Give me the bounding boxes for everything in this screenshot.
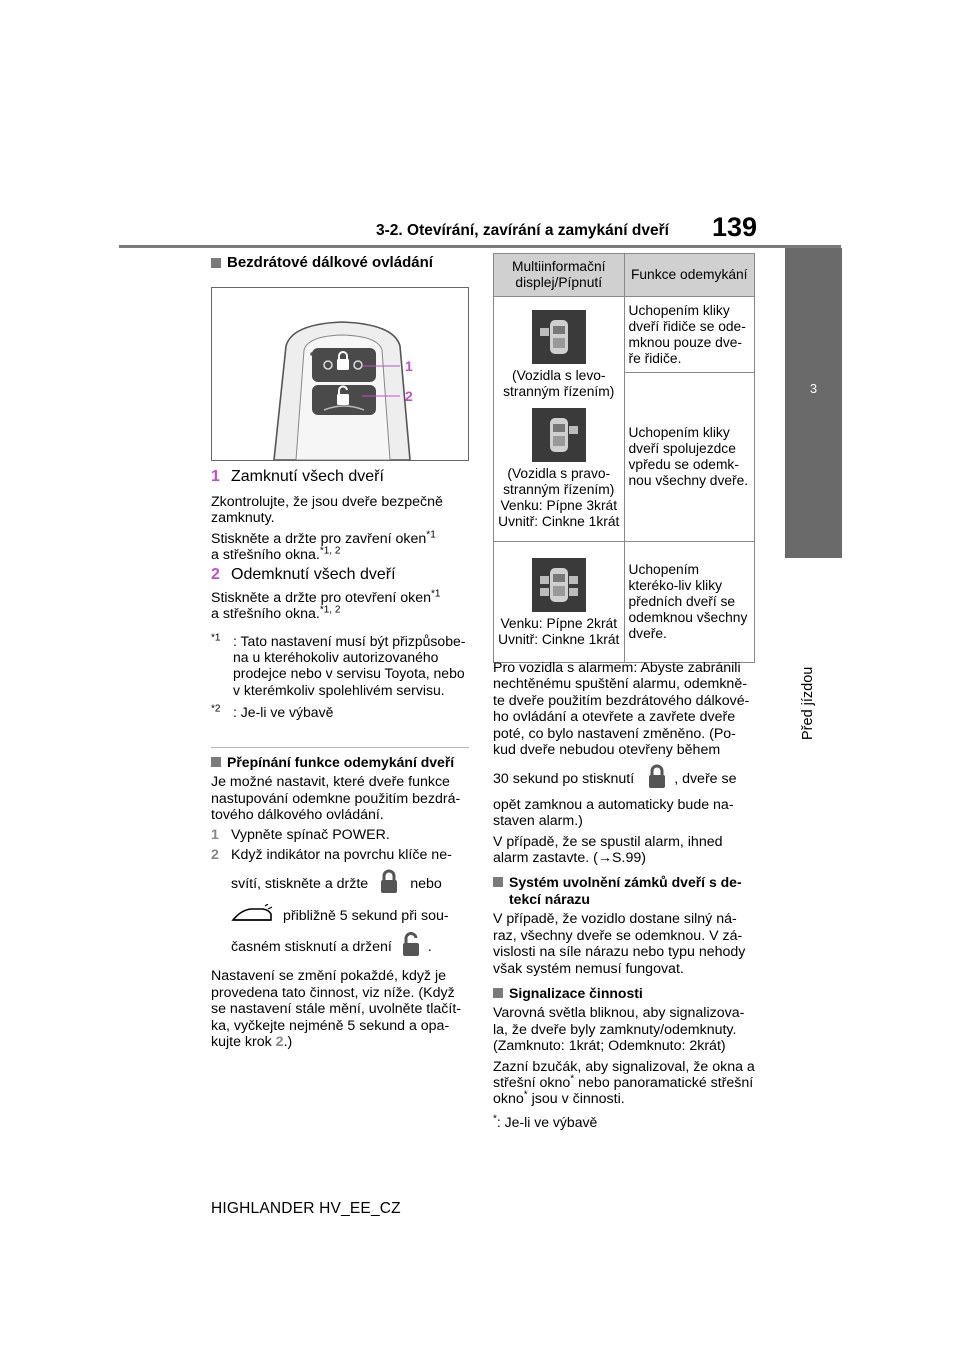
- signal-text-b: nebo panoramatické střešní okno: [493, 1074, 754, 1108]
- closing-text-a: Nastavení se změní pokaždé, když je provedena tato činnost, viz níže. (Když se nastavení stále mění, uvolněte tlačít-ka, vyčkejte nejméně 5 sekund a opa-kujte krok: [211, 968, 461, 1050]
- section-heading-text: Bezdrátové dálkové ovládání: [227, 254, 433, 271]
- square-bullet-icon: [493, 988, 503, 998]
- sub-step-2-line-1: Když indikátor na povrchu klíče ne-: [231, 846, 452, 863]
- sub-step-2-line-2: [211, 869, 469, 899]
- section-title: 3-2. Otevírání, zavírání a zamykání dveří: [376, 222, 669, 239]
- left-column: [211, 255, 469, 1054]
- page-number: 139: [712, 212, 758, 242]
- footnote-1-text: : Tato nastavení musí být přizpůsobe-na u kteréhokoliv autorizovaného prodejce nebo v servisu Toyota, nebo v kterémkoliv spolehlivém servisu.: [233, 632, 466, 698]
- table-cell-function-2: Uchopením kliky dveří spolujezdce vpředu se odemk-nou všechny dveře.: [624, 373, 755, 542]
- sub-step-2-line-4-text: časném stisknutí a držení: [231, 938, 392, 955]
- sub-step-1-text: Vypněte spínač POWER.: [231, 827, 390, 844]
- sub-step-2-line-2b: nebo: [410, 876, 442, 893]
- step-1-text-2: [211, 528, 469, 564]
- closing-step-ref: 2: [275, 1033, 284, 1050]
- right-column: [493, 660, 755, 1130]
- sub-heading: [211, 754, 469, 770]
- footnote-1-key: *1: [211, 632, 221, 643]
- alarm-paragraph-end: opět zamknou a automaticky bude na-staven alarm.): [493, 796, 734, 830]
- table-cell-display-1: [494, 297, 625, 542]
- impact-heading: [493, 874, 755, 907]
- callout-1: 1: [405, 358, 413, 375]
- key-fob-illustration: [212, 288, 468, 460]
- step-2-number: 2: [211, 566, 220, 584]
- car-door-icon: [231, 904, 273, 928]
- alarm-paragraph: Pro vozidla s alarmem: Abyste zabránili nechtěnému spuštění alarmu, odemkně-te dveře použitím bezdrátového dálkové-ho ovládání a otevřete a zavřete dveře poté, co bylo nastavení změněno. (Po-kud dveře nebudou otevřeny během: [493, 660, 750, 759]
- footnote-ref: *: [523, 1089, 528, 1101]
- table-header-display: Multiinformační displej/Pípnutí: [494, 254, 625, 297]
- signal-paragraph-2: [493, 1059, 755, 1108]
- table-cell-inside-1b: Uvnitř: Cinkne 1krát: [498, 632, 620, 647]
- sub-step-2-line-3: [211, 904, 469, 928]
- header-rule: [119, 245, 841, 248]
- section-heading: [211, 255, 469, 271]
- table-cell-rhd-label: (Vozidla s pravo-stranným řízením): [503, 466, 615, 497]
- sub-step-2-line-4-end: .: [427, 938, 432, 955]
- chapter-label-text: Před jízdou: [800, 666, 816, 740]
- sub-heading-text: Přepínání funkce odemykání dveří: [227, 753, 455, 770]
- sub-step-2-line-3-text: přibližně 5 sekund při sou-: [283, 907, 449, 924]
- sub-step-2-line-4: [211, 932, 469, 962]
- closing-paragraph: [211, 968, 469, 1050]
- step-2-text-b: a střešního okna.: [211, 606, 320, 623]
- table-cell-inside-1: Uvnitř: Cinkne 1krát: [498, 514, 620, 529]
- chapter-number: 3: [809, 381, 818, 396]
- sub-step-2-number: 2: [211, 846, 219, 863]
- footnote-2-text: : Je-li ve výbavě: [233, 704, 334, 721]
- footnote-1: [211, 633, 469, 699]
- callout-2: 2: [405, 388, 413, 405]
- square-bullet-icon: [211, 757, 221, 767]
- table-cell-outside-2: Venku: Pípne 2krát: [500, 616, 618, 631]
- step-1-text-2a: Stiskněte a držte pro zavření oken: [211, 530, 427, 547]
- signal-heading: [493, 985, 755, 1001]
- table-header-row: [494, 254, 755, 297]
- chapter-label: [800, 560, 830, 740]
- alarm-stop-paragraph: V případě, že se spustil alarm, ihned alarm zastavte. (→S.99): [493, 833, 723, 867]
- step-1-text-1: Zkontrolujte, že jsou dveře bezpečně zamknuty.: [211, 493, 443, 527]
- footnote-star-text: : Je-li ve výbavě: [496, 1113, 598, 1130]
- signal-text-a: Zazní bzučák, aby signalizoval, že okna a střešní okno: [493, 1058, 755, 1091]
- table-cell-display-3: [494, 542, 625, 663]
- key-fob-figure: [211, 287, 469, 461]
- signal-text-c: jsou v činnosti.: [527, 1091, 625, 1108]
- impact-paragraph: V případě, že vozidlo dostane silný ná-raz, všechny dveře se odemknou. V zá-vislosti na síle nárazu nebo typu nehody však systém nemusí fungovat.: [493, 911, 746, 977]
- chapter-tab: [785, 248, 842, 558]
- step-2-text: [211, 590, 469, 623]
- impact-heading-text: Systém uvolnění zámků dveří s de-tekcí nárazu: [509, 874, 742, 907]
- unlock-icon: [400, 932, 422, 962]
- table-cell-outside-3: Venku: Pípne 3krát: [500, 498, 618, 513]
- footnote-2: [211, 704, 469, 720]
- footnote-star-key: *: [493, 1113, 497, 1125]
- footnote-ref: *1, 2: [319, 545, 341, 557]
- step-1-text-2b: a střešního okna.: [211, 547, 320, 564]
- table-header-function: Funkce odemykání: [624, 254, 755, 297]
- step-2-text-a: Stiskněte a držte pro otevření oken: [211, 589, 432, 606]
- footnote-2-key: *2: [211, 703, 221, 715]
- step-2: [211, 567, 469, 583]
- closing-text-b: .): [283, 1033, 293, 1050]
- footnote-ref: *1: [431, 588, 441, 600]
- step-1-title: Zamknutí všech dveří: [231, 468, 384, 486]
- passenger-door-display-icon: [532, 408, 586, 462]
- footnote-ref: *1: [426, 528, 436, 540]
- alarm-line-b: , dveře se: [674, 771, 737, 788]
- signal-paragraph-1: Varovná světla bliknou, aby signalizova-la, že dveře byly zamknuty/odemknuty. (Zamknuto: 1krát; Odemknuto: 2krát): [493, 1005, 745, 1055]
- sub-step-1-number: 1: [211, 827, 219, 844]
- square-bullet-icon: [211, 258, 221, 268]
- table-cell-function-3: Uchopením kteréko-liv kliky předních dveří se odemknou všechny dveře.: [624, 542, 755, 663]
- alarm-line: [493, 764, 755, 794]
- table-row: [494, 297, 755, 373]
- all-doors-display-icon: [532, 558, 586, 612]
- step-1: [211, 469, 469, 485]
- unlock-function-table: [493, 253, 755, 663]
- sub-step-2-line-2a: svítí, stiskněte a držte: [231, 876, 369, 893]
- table-cell-lhd-label: (Vozidla s levo-stranným řízením): [503, 368, 615, 399]
- step-1-number: 1: [211, 468, 220, 486]
- footnote-star: [493, 1114, 755, 1130]
- table-cell-function-1: Uchopením kliky dveří řidiče se ode-mknou pouze dve-ře řidiče.: [624, 297, 755, 373]
- table-row: [494, 542, 755, 663]
- footnote-ref: *: [570, 1073, 575, 1085]
- lock-icon: [378, 869, 400, 899]
- divider: [211, 747, 469, 748]
- sub-step-1: [211, 827, 469, 843]
- square-bullet-icon: [493, 877, 503, 887]
- step-2-title: Odemknutí všech dveří: [231, 566, 396, 584]
- sub-step-2: [211, 847, 469, 863]
- footnote-ref: *1, 2: [319, 604, 341, 616]
- driver-door-display-icon: [532, 310, 586, 364]
- alarm-line-a: 30 sekund po stisknutí: [493, 771, 635, 788]
- sub-paragraph: Je možné nastavit, které dveře funkce nastupování odemkne použitím bezdrá-tového dálkového ovládání.: [211, 774, 461, 823]
- footer-model: HIGHLANDER HV_EE_CZ: [211, 1200, 401, 1217]
- signal-heading-text: Signalizace činnosti: [509, 984, 643, 1001]
- lock-icon: [646, 764, 668, 794]
